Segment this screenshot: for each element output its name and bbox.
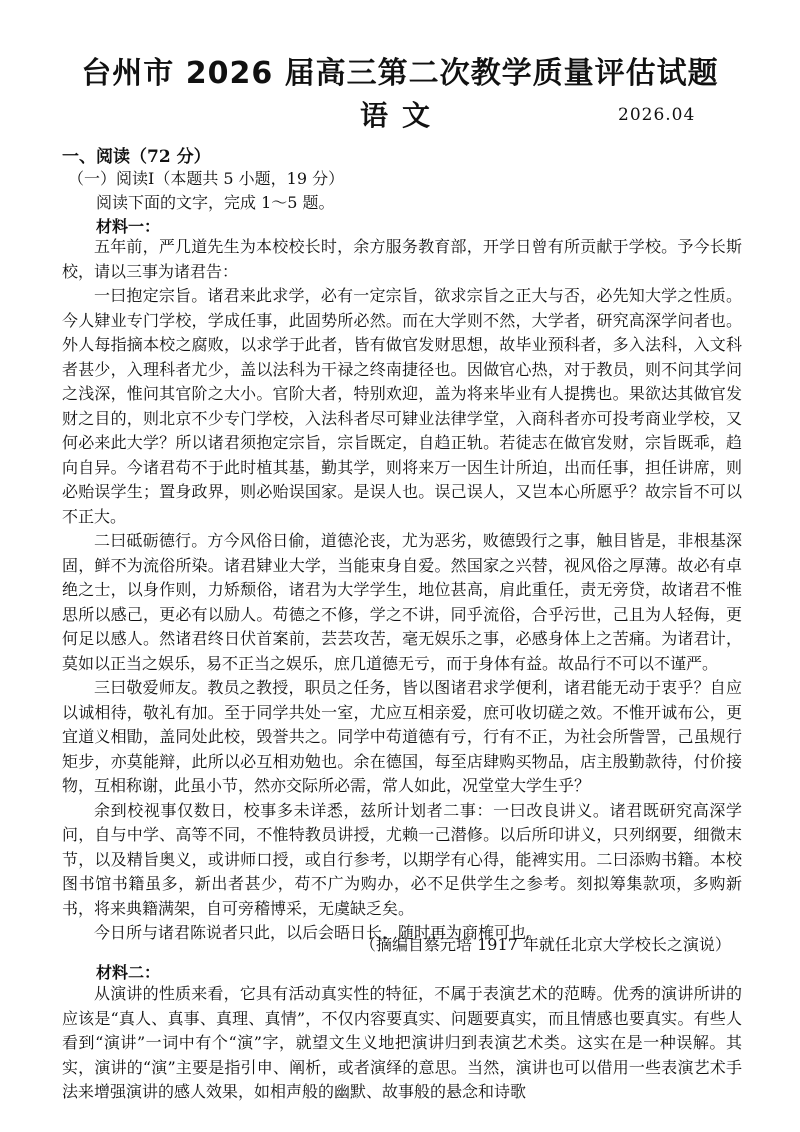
paragraph: 一曰抱定宗旨。诸君来此求学，必有一定宗旨，欲求宗旨之正大与否，必先知大学之性质。今人肄业专门学校，学成任事，此固势所必然。而在大学则不然，大学者，研究高深学问者也。外人每指摘本校之腐败，以求学于此者，皆有做官发财思想，故毕业预科者，多入法科，入文科者甚少，入理科者尤少，盖以法科为干禄之终南捷径也。因做官心热，对于教员，则不问其学问之浅深，惟问其官阶之大小。官阶大者，特别欢迎，盖为将来毕业有人提携也。果欲达其做官发财之目的，则北京不少专门学校，入法科者尽可肄业法律学堂，入商科者亦可投考商业学校，又何必来此大学？所以诸君须抱定宗旨，宗旨既定，自趋正轨。若徒志在做官发财，宗旨既乖，趋向自异。今诸君苟不于此时植其基，勤其学，则将来万一因生计所迫，出而任事，担任讲席，则必贻误学生；置身政界，则必贻误国家。是误人也。误己误人，又岂本心所愿乎？故宗旨不可以不正大。 bbox=[62, 286, 742, 526]
paragraph: 余到校视事仅数日，校事多未详悉，兹所计划者二事：一曰改良讲义。诸君既研究高深学问，自与中学、高等不同，不惟特教员讲授，尤赖一己潜修。以后所印讲义，只列纲要，细微末节，以及精旨奥义，或讲师口授，或自行参考，以期学有心得，能裨实用。二曰添购书籍。本校图书馆书籍虽多，新出者甚少，苟不广为购办，必不足供学生之参考。刻拟筹集款项，多购新书，将来典籍满架，自可旁稽博采，无虞缺乏矣。 bbox=[62, 800, 742, 918]
material-two-text bbox=[62, 982, 742, 1105]
material-two-label: 材料二： bbox=[96, 963, 161, 982]
section-heading: 一、阅读（72 分） bbox=[62, 147, 211, 167]
paragraph: 从演讲的性质来看，它具有活动真实性的特征，不属于表演艺术的范畴。优秀的演讲所讲的应该是“真人、真事、真理、真情”，不仅内容要真实、问题要真实，而且情感也要真实。有些人看到“演讲”一词中有个“演”字，就望文生义地把演讲归到表演艺术类。这实在是一种误解。其实，演讲的“演”主要是指引申、阐析，或者演绎的意思。当然，演讲也可以借用一些表演艺术手法来增强演讲的感人效果，如相声般的幽默、故事般的悬念和诗歌 bbox=[62, 984, 742, 1101]
exam-date: 2026.04 bbox=[618, 105, 696, 125]
instruction-text: 阅读下面的文字，完成 1～5 题。 bbox=[96, 193, 335, 212]
paragraph: 五年前，严几道先生为本校校长时，余方服务教育部，开学日曾有所贡献于学校。予今长斯校，请以三事为诸君告： bbox=[62, 237, 742, 281]
source-citation: （摘编自蔡元培 1917 年就任北京大学校长之演说） bbox=[360, 935, 731, 954]
paragraph: 二曰砥砺德行。方今风俗日偷，道德沦丧，尤为恶劣，败德毁行之事，触目皆是，非根基深固，鲜不为流俗所染。诸君肄业大学，当能束身自爱。然国家之兴替，视风俗之厚薄。故必有卓绝之士，以身作则，力矫颓俗，诸君为大学学生，地位甚高，肩此重任，责无旁贷，故诸君不惟思所以感己，更必有以励人。苟德之不修，学之不讲，同乎流俗，合乎污世，己且为人轻侮，更何足以感人。然诸君终日伏首案前，芸芸攻苦，毫无娱乐之事，必感身体上之苦痛。为诸君计，莫如以正当之娱乐，易不正当之娱乐，庶几道德无亏，而于身体有益。故品行不可以不谨严。 bbox=[62, 531, 742, 673]
exam-title: 台州市 2026 届高三第二次教学质量评估试题 bbox=[81, 56, 719, 91]
subsection-heading: （一）阅读Ⅰ（本题共 5 小题，19 分） bbox=[68, 169, 345, 188]
subject-title: 语文 bbox=[360, 99, 445, 132]
material-one-text bbox=[62, 235, 742, 946]
material-one-label: 材料一： bbox=[96, 217, 161, 236]
paragraph: 三曰敬爱师友。教员之教授，职员之任务，皆以图诸君求学便利，诸君能无动于衷乎？自应以诚相待，敬礼有加。至于同学共处一室，尤应互相亲爱，庶可收切磋之效。不惟开诚布公，更宜道义相勖，盖同处此校，毁誉共之。同学中苟道德有亏，行有不正，为社会所訾詈，己虽规行矩步，亦莫能辩，此所以必互相劝勉也。余在德国，每至店肆购买物品，店主殷勤款待，付价接物，互相称谢，此虽小节，然亦交际所必需，常人如此，况堂堂大学生乎？ bbox=[62, 678, 742, 795]
paragraph: 今日所与诸君陈说者只此，以后会晤日长，随时再为商榷可也。 bbox=[94, 923, 543, 942]
